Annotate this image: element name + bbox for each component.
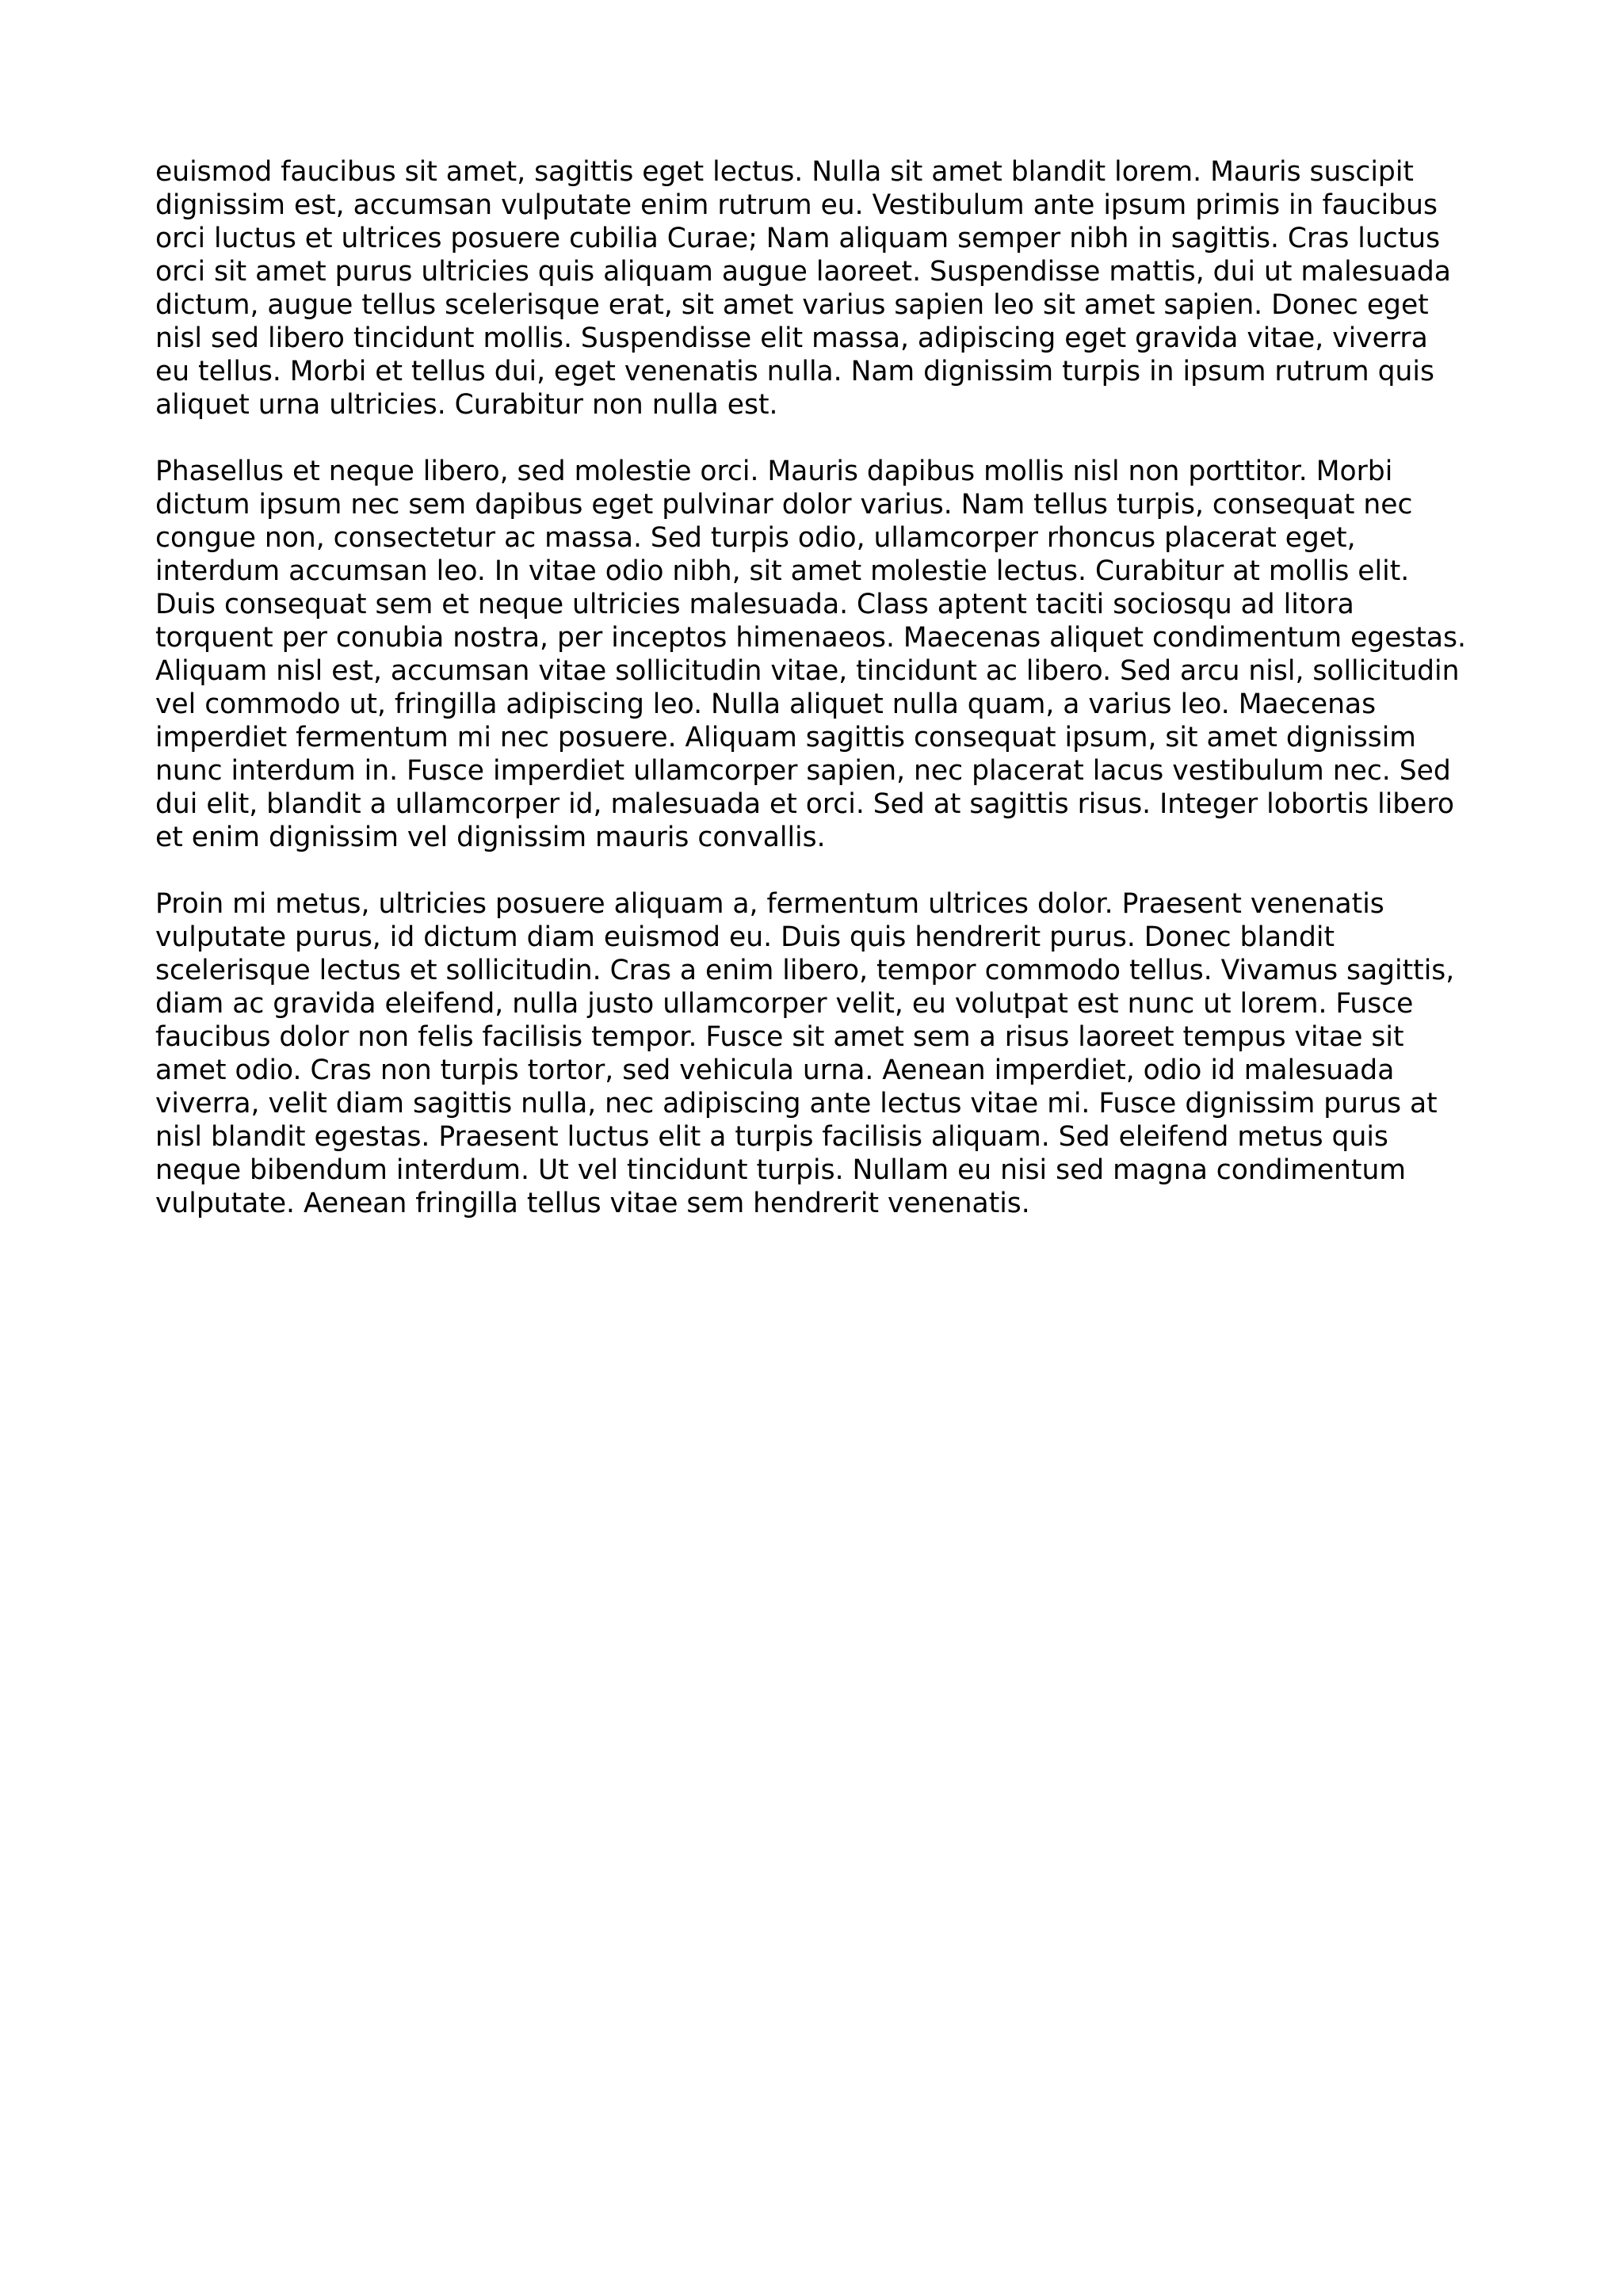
text-line: interdum accumsan leo. In vitae odio nibh, sit amet molestie lectus. Curabitur at mollis elit.: [155, 555, 1410, 587]
text-line: scelerisque lectus et sollicitudin. Cras a enim libero, tempor commodo tellus. Vivamus sagittis,: [155, 955, 1455, 986]
text-line: diam ac gravida eleifend, nulla justo ullamcorper velit, eu volutpat est nunc ut lorem. Fusce: [155, 988, 1414, 1020]
text-line: nisl sed libero tincidunt mollis. Suspendisse elit massa, adipiscing eget gravida vitae, viverra: [155, 322, 1428, 354]
text-line: Aliquam nisl est, accumsan vitae sollicitudin vitae, tincidunt ac libero. Sed arcu nisl, sollicitudin: [155, 655, 1460, 687]
text-line: torquent per conubia nostra, per inceptos himenaeos. Maecenas aliquet condimentum egestas.: [155, 622, 1466, 654]
text-line: Proin mi metus, ultricies posuere aliquam a, fermentum ultrices dolor. Praesent venenatis: [155, 888, 1384, 920]
text-line: nisl blandit egestas. Praesent luctus elit a turpis facilisis aliquam. Sed eleifend metus quis: [155, 1121, 1388, 1153]
text-line: Phasellus et neque libero, sed molestie orci. Mauris dapibus mollis nisl non porttitor. Morbi: [155, 456, 1393, 487]
text-line: amet odio. Cras non turpis tortor, sed vehicula urna. Aenean imperdiet, odio id malesuada: [155, 1055, 1395, 1086]
text-line: neque bibendum interdum. Ut vel tincidunt turpis. Nullam eu nisi sed magna condimentum: [155, 1154, 1406, 1186]
text-line: dictum ipsum nec sem dapibus eget pulvinar dolor varius. Nam tellus turpis, consequat nec: [155, 489, 1413, 521]
text-line: Duis consequat sem et neque ultricies malesuada. Class aptent taciti sociosqu ad litora: [155, 589, 1354, 620]
text-line: orci luctus et ultrices posuere cubilia Curae; Nam aliquam semper nibh in sagittis. Cras luctus: [155, 223, 1441, 254]
text-line: imperdiet fermentum mi nec posuere. Aliquam sagittis consequat ipsum, sit amet dignissim: [155, 722, 1416, 753]
text-line: eu tellus. Morbi et tellus dui, eget venenatis nulla. Nam dignissim turpis in ipsum rutrum quis: [155, 356, 1434, 387]
text-line: dui elit, blandit a ullamcorper id, malesuada et orci. Sed at sagittis risus. Integer lobortis libero: [155, 788, 1454, 820]
text-line: euismod faucibus sit amet, sagittis eget lectus. Nulla sit amet blandit lorem. Mauris suscipit: [155, 156, 1414, 188]
text-line: viverra, velit diam sagittis nulla, nec adipiscing ante lectus vitae mi. Fusce dignissim purus at: [155, 1088, 1438, 1119]
paragraph-3: [155, 887, 1487, 1220]
text-line: vulputate purus, id dictum diam euismod eu. Duis quis hendrerit purus. Donec blandit: [155, 921, 1335, 953]
text-line: aliquet urna ultricies. Curabitur non nulla est.: [155, 389, 778, 421]
text-line: orci sit amet purus ultricies quis aliquam augue laoreet. Suspendisse mattis, dui ut malesuada: [155, 256, 1451, 288]
text-line: dictum, augue tellus scelerisque erat, sit amet varius sapien leo sit amet sapien. Donec eget: [155, 289, 1429, 321]
text-line: congue non, consectetur ac massa. Sed turpis odio, ullamcorper rhoncus placerat eget,: [155, 522, 1356, 554]
text-line: dignissim est, accumsan vulputate enim rutrum eu. Vestibulum ante ipsum primis in faucibus: [155, 189, 1438, 221]
paragraph-1: [155, 155, 1487, 421]
text-line: vulputate. Aenean fringilla tellus vitae sem hendrerit venenatis.: [155, 1188, 1030, 1219]
body-text: [155, 155, 1487, 1253]
text-line: vel commodo ut, fringilla adipiscing leo. Nulla aliquet nulla quam, a varius leo. Maecenas: [155, 688, 1377, 720]
text-line: nunc interdum in. Fusce imperdiet ullamcorper sapien, nec placerat lacus vestibulum nec. Sed: [155, 755, 1451, 787]
paragraph-2: [155, 455, 1487, 854]
text-line: faucibus dolor non felis facilisis tempor. Fusce sit amet sem a risus laoreet tempus vitae sit: [155, 1021, 1404, 1053]
text-line: et enim dignissim vel dignissim mauris convallis.: [155, 822, 826, 853]
